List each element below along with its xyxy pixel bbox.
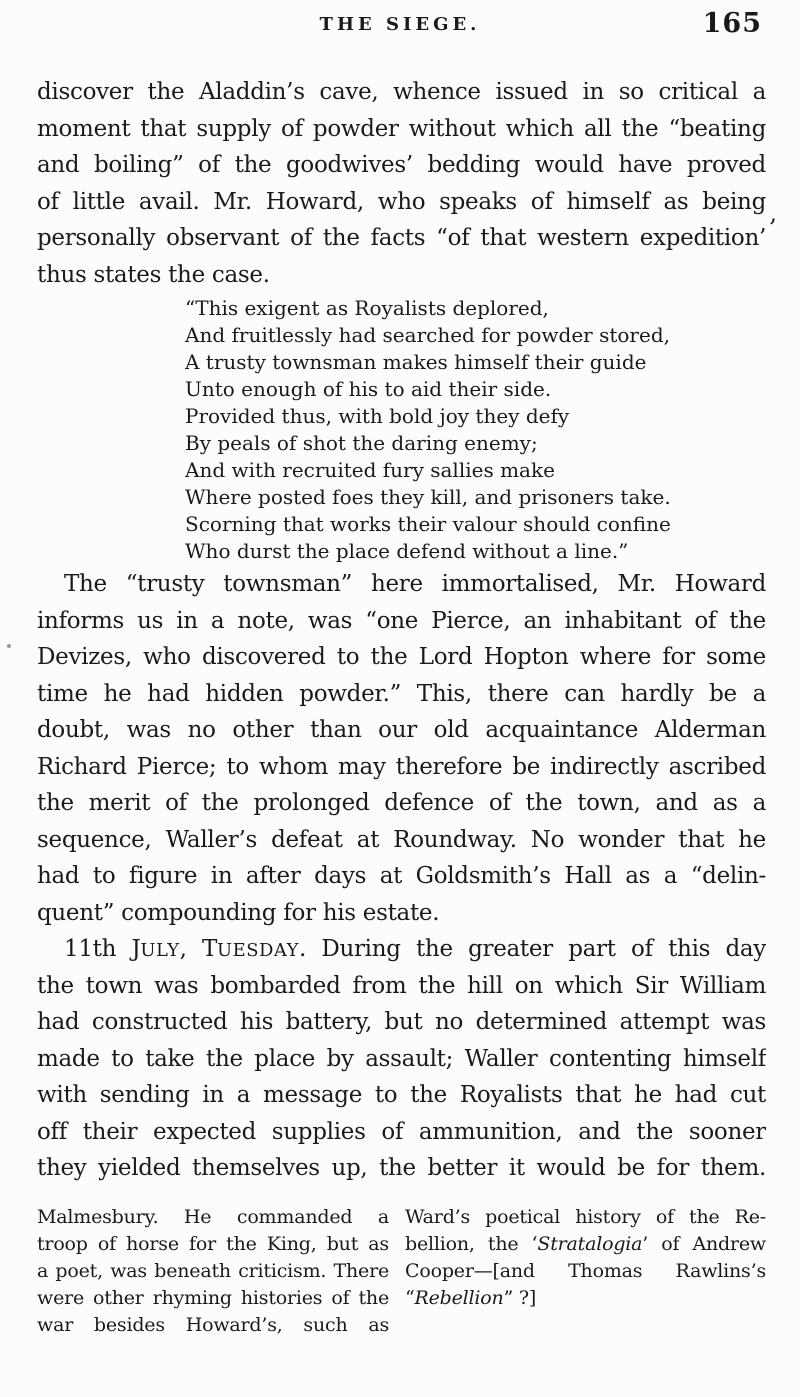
text-block	[37, 74, 766, 1187]
footnote-line: troop of horse for the King, but as	[37, 1232, 389, 1255]
text-line: the town was bombarded from the hill on which Sir William	[37, 972, 766, 999]
text-line: the merit of the prolonged defence of the town, and as a	[37, 790, 766, 816]
text-line: Richard Pierce; to whom may therefore be indirectly ascribed	[37, 753, 766, 780]
text-line: thus states the case.	[37, 261, 270, 288]
text-line: sequence, Waller’s defeat at Roundway. No wonder that he	[37, 826, 766, 853]
verse-line: Scorning that works their valour should confine	[185, 512, 671, 536]
footnote-line: Ward’s poetical history of the Re-	[405, 1205, 766, 1228]
text-line: they yielded themselves up, the better it would be for them.	[37, 1155, 766, 1181]
text-line: The “trusty townsman” here immortalised, Mr. Howard	[64, 571, 766, 597]
text-line: made to take the place by assault; Waller contenting himself	[37, 1045, 766, 1072]
text-line: Devizes, who discovered to the Lord Hopton where for some	[37, 644, 766, 670]
footnotes	[37, 1204, 766, 1339]
footnote-line: Malmesbury. He commanded a	[37, 1205, 389, 1228]
running-title: THE SIEGE.	[319, 14, 481, 35]
verse-line: “This exigent as Royalists deplored,	[185, 296, 549, 320]
verse-line: And fruitlessly had searched for powder stored,	[185, 323, 670, 347]
text-line: discover the Aladdin’s cave, whence issued in so critical a	[37, 79, 766, 105]
text-line: with sending in a message to the Royalists that he had cut	[37, 1082, 766, 1108]
footnote-line: were other rhyming histories of the	[37, 1286, 389, 1309]
verse-line: Unto enough of his to aid their side.	[185, 377, 552, 401]
verse-line: Who durst the place defend without a line.”	[185, 539, 629, 563]
paragraph	[37, 931, 766, 1187]
text-line: time he had hidden powder.” This, there can hardly be a	[37, 680, 766, 707]
verse-block	[185, 295, 766, 565]
verse-line: Where posted foes they kill, and prisoners take.	[185, 485, 671, 509]
footnote-line: bellion, the ‘Stratalogia’ of Andrew	[405, 1232, 766, 1255]
footnote-line: “Rebellion” ?]	[405, 1286, 537, 1309]
verse-line: Provided thus, with bold joy they defy	[185, 404, 570, 428]
stray-quote-mark-artifact: ,	[769, 199, 777, 227]
text-line: informs us in a note, was “one Pierce, an inhabitant of the	[37, 607, 766, 634]
scan-speck-artifact	[7, 644, 11, 648]
text-line: quent” compounding for his estate.	[37, 899, 440, 926]
paragraph	[37, 566, 766, 931]
text-line: personally observant of the facts “of that western expedition’	[37, 225, 766, 251]
page-header	[0, 0, 800, 46]
verse-line: And with recruited fury sallies make	[185, 458, 555, 482]
footnote-right-column	[405, 1204, 766, 1339]
text-line: of little avail. Mr. Howard, who speaks of himself as being	[37, 188, 766, 215]
text-line: and boiling” of the goodwives’ bedding would have proved	[37, 152, 766, 178]
paragraph	[37, 74, 766, 293]
verse-line: A trusty townsman makes himself their guide	[185, 350, 647, 374]
footnote-line: a poet, was beneath criticism. There	[37, 1259, 389, 1282]
verse-line: By peals of shot the daring enemy;	[185, 431, 538, 455]
footnote-line: Cooper—[and Thomas Rawlins’s	[405, 1259, 766, 1282]
footnote-left-column	[37, 1204, 389, 1339]
text-line: 11th JULY, TUESDAY. During the greater part of this day	[64, 936, 766, 962]
footnote-line: war besides Howard’s, such as	[37, 1313, 389, 1336]
text-line: moment that supply of powder without which all the “beating	[37, 115, 766, 142]
page-number: 165	[702, 8, 762, 39]
text-line: doubt, was no other than our old acquaintance Alderman	[37, 717, 766, 743]
text-line: had constructed his battery, but no determined attempt was	[37, 1009, 766, 1035]
text-line: off their expected supplies of ammunition, and the sooner	[37, 1118, 766, 1145]
text-line: had to figure in after days at Goldsmith’s Hall as a “delin-	[37, 863, 766, 889]
